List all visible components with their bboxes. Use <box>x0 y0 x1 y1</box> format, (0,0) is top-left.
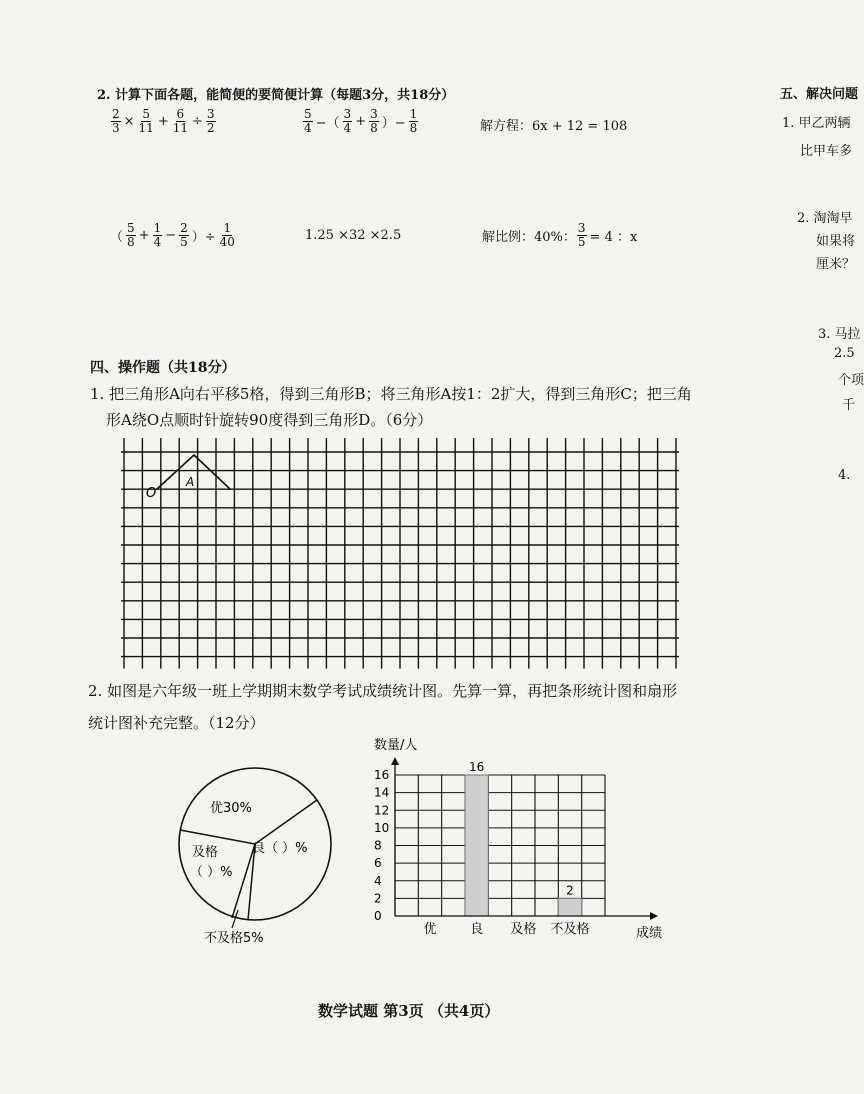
bar-value-label: 2 <box>566 883 574 898</box>
proportion-problem: 解比例：40%： $\frac{3}{5}$ = 4 ：x <box>482 221 638 249</box>
right-text-3: 2. 淘淘早 <box>797 211 853 226</box>
x-axis-label: 成绩 <box>636 926 663 941</box>
right-text-9: 千 <box>842 398 856 413</box>
pie-divider-2 <box>180 830 255 844</box>
right-text-6: 3. 马拉 <box>818 327 861 342</box>
bar-value-label: 16 <box>469 760 485 774</box>
pie-label-jige-percent: （ ）% <box>190 865 233 880</box>
triangle-a-label: A <box>186 475 195 489</box>
y-tick-label: 8 <box>374 838 382 853</box>
y-tick-label: 2 <box>374 891 382 906</box>
x-axis-arrow <box>650 912 658 920</box>
question-1-line-1: 1. 把三角形A向右平移5格，得到三角形B；将三角形A按1：2扩大，得到三角形C；把三角 <box>90 385 692 403</box>
pie-label-liang: 良（ ）% <box>252 841 308 856</box>
question-2-line-1: 2. 如图是六年级一班上学期期末数学考试成绩统计图。先算一算，再把条形统计图和扇形 <box>88 682 678 700</box>
y-tick-label: 10 <box>374 820 390 835</box>
y-tick-label: 6 <box>374 856 382 871</box>
pie-label-bujige: 不及格5% <box>204 931 264 946</box>
right-text-4: 如果将 <box>816 234 856 249</box>
y-tick-label: 14 <box>374 785 390 800</box>
expression-1: $\frac{2}{3}$ × $\frac{5}{11}$ + $\frac{6}{11}$ ÷ $\frac{3}{2}$ <box>112 107 215 135</box>
y-axis-arrow <box>391 757 399 765</box>
bar-chart <box>360 735 690 950</box>
section-2-heading: 2. 计算下面各题，能简便的要简便计算（每题3分，共18分） <box>97 88 455 103</box>
x-tick-label: 优 <box>423 922 437 937</box>
section-4-heading: 四、操作题（共18分） <box>90 360 236 376</box>
x-tick-label: 良 <box>470 922 484 937</box>
y-tick-label: 4 <box>374 873 382 888</box>
expression-5: 1.25 ×32 ×2.5 <box>305 228 402 243</box>
bar-不及格 <box>558 898 581 916</box>
expression-4: （ $\frac{5}{8}$ + $\frac{1}{4}$ − $\frac{2}{5}$ ）÷ $\frac{1}{40}$ <box>110 221 235 249</box>
point-o-label: O <box>146 486 157 501</box>
y-tick-label: 16 <box>374 768 390 782</box>
pie-divider-1 <box>255 800 317 844</box>
equation-problem: 解方程：6x + 12 = 108 <box>480 119 628 134</box>
right-text-2: 比甲车多 <box>800 144 853 159</box>
page-footer: 数学试题 第3页 （共4页） <box>318 1002 500 1020</box>
y-tick-label: 0 <box>374 909 382 923</box>
right-text-10: 4. <box>838 468 851 483</box>
x-tick-label: 不及格 <box>550 922 590 937</box>
right-text-8: 个项 <box>838 373 864 388</box>
bar-良 <box>465 775 488 916</box>
expression-2: $\frac{5}{4}$ −（ $\frac{3}{4}$ + $\frac{3}{8}$ ）− $\frac{1}{8}$ <box>304 107 418 135</box>
question-1-line-2: 形A绕O点顺时针旋转90度得到三角形D。（6分） <box>106 411 433 429</box>
pie-label-jige: 及格 <box>192 845 219 860</box>
right-text-5: 厘米？ <box>816 257 856 272</box>
y-axis-label: 数量/人 <box>374 738 418 753</box>
y-tick-label: 12 <box>374 803 390 818</box>
pie-label-you: 优30% <box>210 801 252 816</box>
right-text-7: 2.5 <box>834 346 855 361</box>
x-tick-label: 及格 <box>510 922 537 937</box>
right-text-1: 1. 甲乙两辆 <box>782 116 851 131</box>
pie-chart <box>170 760 350 950</box>
question-2-line-2: 统计图补充完整。（12分） <box>88 714 265 732</box>
section-5-heading: 五、解决问题 <box>780 87 859 102</box>
